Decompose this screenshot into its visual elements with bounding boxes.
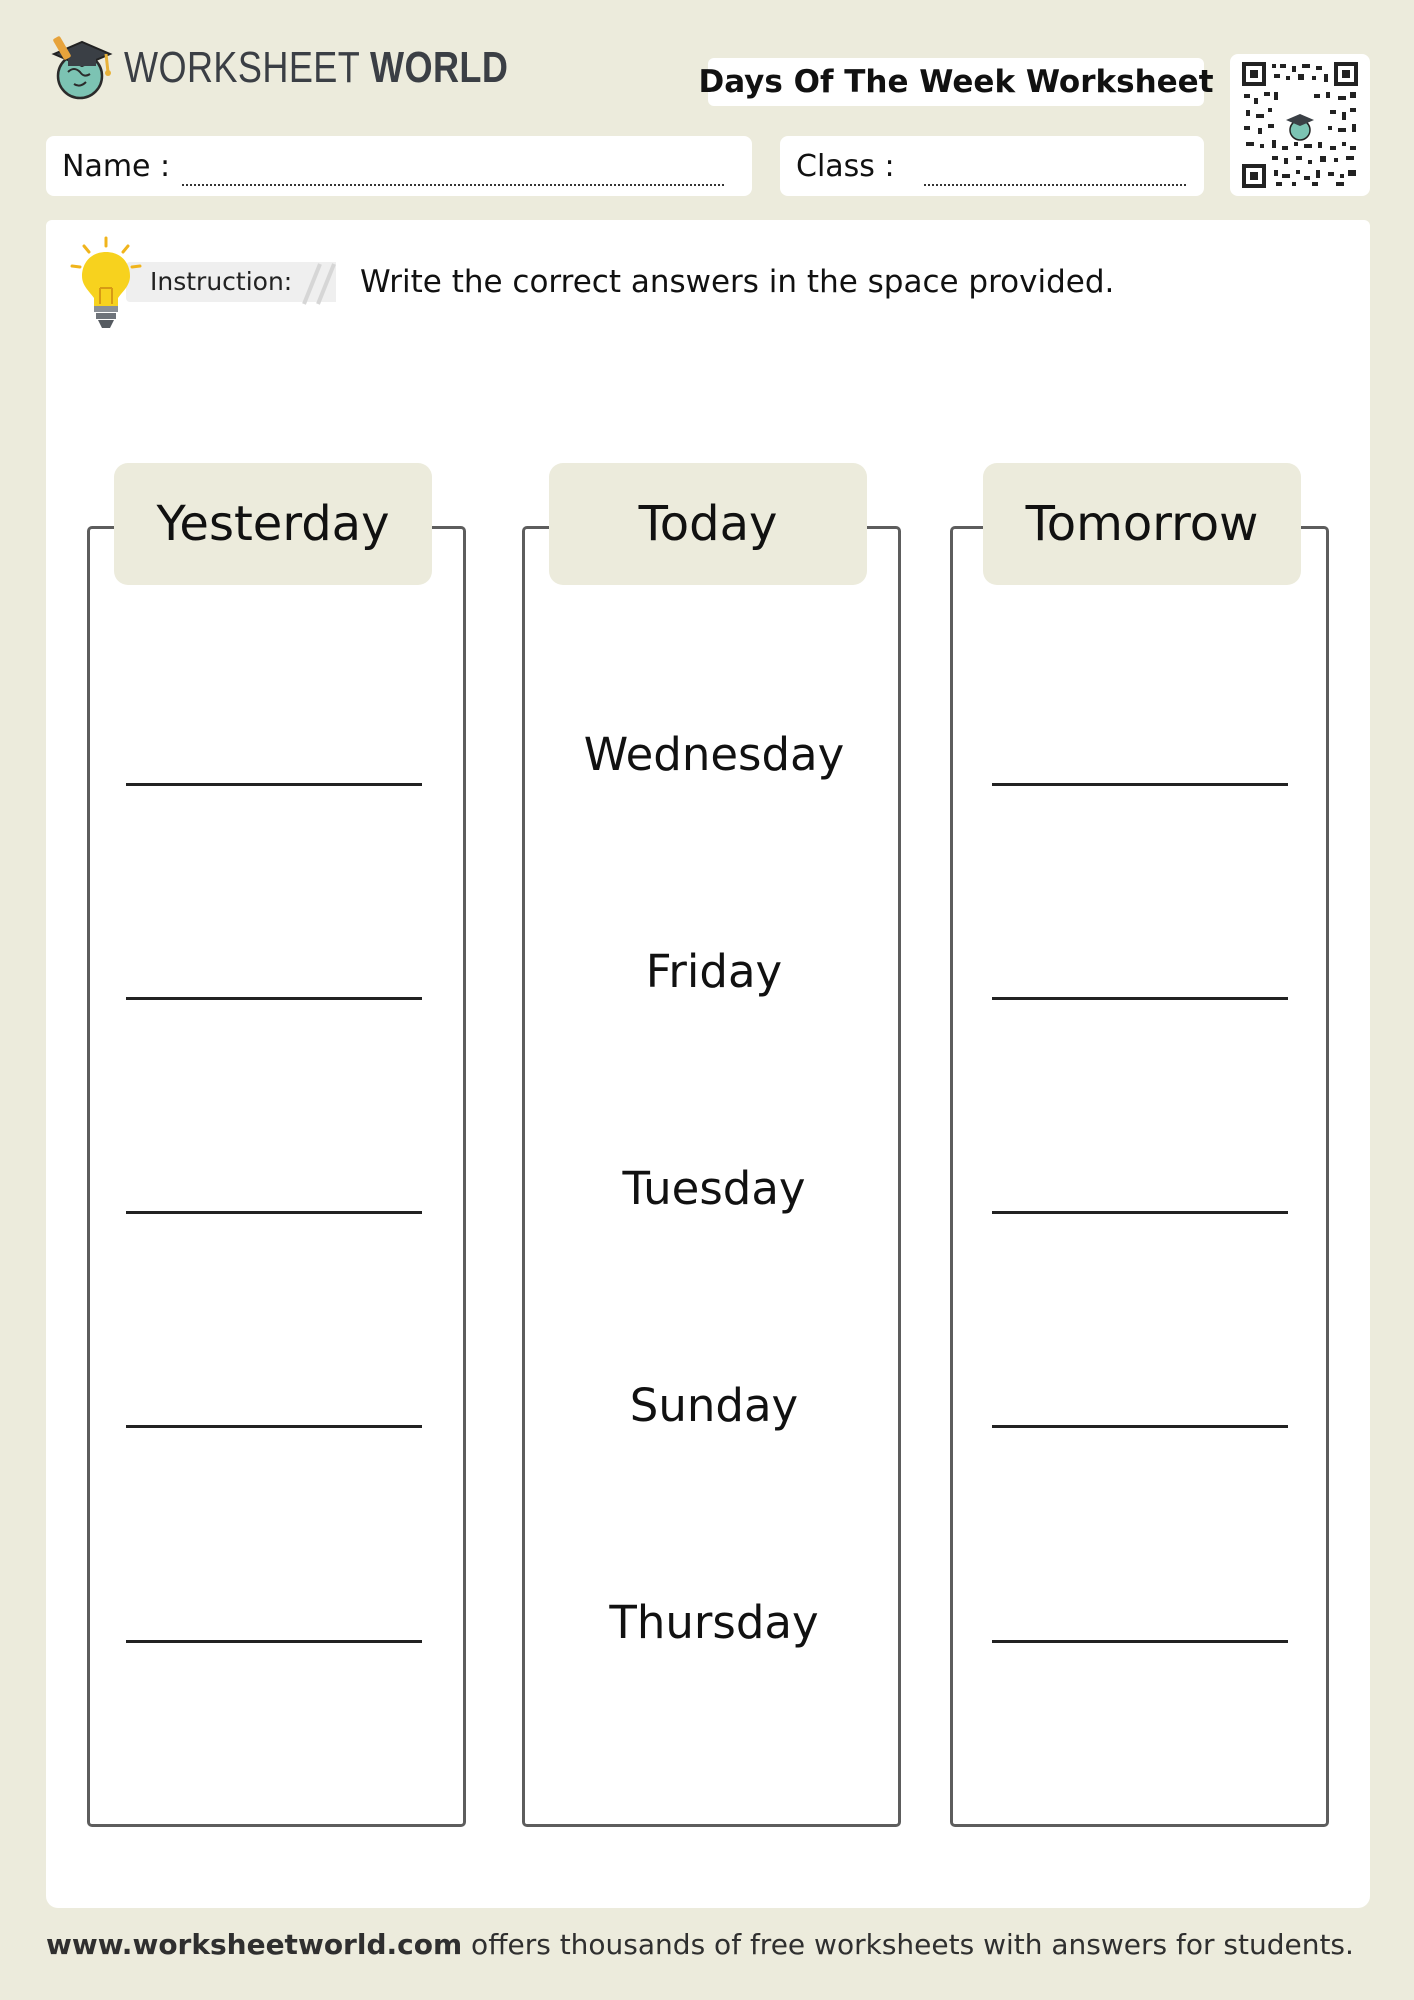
today-day-label: Sunday [629,1379,799,1432]
name-label: Name : [62,148,171,184]
class-field[interactable] [780,136,1204,196]
instruction-text: Write the correct answers in the space provided. [360,264,1115,300]
slash-divider-icon [300,260,344,306]
footer-text: offers thousands of free worksheets with answers for students. [462,1928,1354,1961]
today-day-label: Thursday [609,1596,819,1649]
today-day-label: Friday [645,945,783,998]
logo-text-bold: WORLD [370,43,509,92]
yesterday-answer-line[interactable] [126,1211,422,1214]
footer-site-link[interactable]: www.worksheetworld.com [46,1928,463,1961]
tomorrow-answer-line[interactable] [992,1425,1288,1428]
name-field[interactable] [46,136,752,196]
yesterday-answer-line[interactable] [126,997,422,1000]
tomorrow-answer-line[interactable] [992,1640,1288,1643]
today-day-label: Tuesday [622,1162,806,1215]
name-line[interactable] [182,184,724,186]
instruction-tag-label: Instruction: [150,267,293,296]
qr-code [1230,54,1370,196]
yesterday-answer-line[interactable] [126,1640,422,1643]
tomorrow-header: Tomorrow [983,463,1301,585]
qr-code-icon [1242,62,1358,188]
today-header: Today [549,463,867,585]
tomorrow-answer-line[interactable] [992,997,1288,1000]
graduate-globe-icon [46,32,118,104]
tomorrow-answer-line[interactable] [992,783,1288,786]
light-bulb-icon [68,236,146,332]
yesterday-header: Yesterday [114,463,432,585]
worksheet-title: Days Of The Week Worksheet [708,58,1204,106]
worksheet-world-logo [46,32,593,104]
class-line[interactable] [924,184,1186,186]
tomorrow-column [950,526,1329,1827]
today-day-label: Wednesday [583,728,845,781]
logo-text-light: WORKSHEET [124,43,360,92]
yesterday-answer-line[interactable] [126,1425,422,1428]
class-label: Class : [796,148,895,184]
yesterday-column [87,526,466,1827]
tomorrow-answer-line[interactable] [992,1211,1288,1214]
yesterday-answer-line[interactable] [126,783,422,786]
footer [46,1928,1354,1961]
